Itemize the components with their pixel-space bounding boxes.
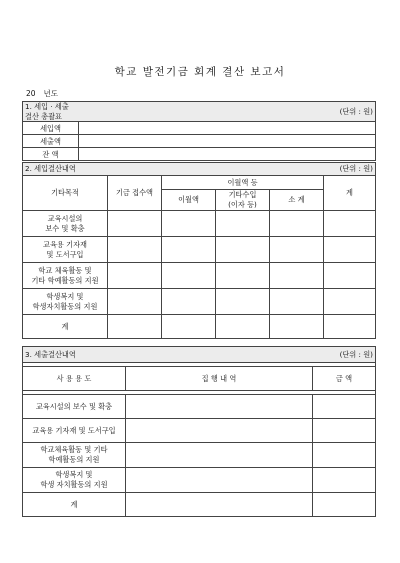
cell[interactable] (108, 211, 162, 237)
year-label: 년도 (43, 89, 59, 98)
section1-header (23, 102, 376, 122)
cell[interactable] (108, 237, 162, 263)
summary-label: 세입액 (23, 122, 79, 135)
cell[interactable] (270, 289, 324, 315)
cell[interactable] (270, 211, 324, 237)
cell[interactable] (126, 443, 313, 468)
expense-row (23, 443, 376, 468)
cell[interactable] (108, 289, 162, 315)
cell[interactable] (126, 493, 313, 517)
col-carryover-group: 이월액 등 (162, 176, 324, 190)
cell[interactable] (162, 237, 216, 263)
summary-value-cell[interactable] (79, 122, 376, 135)
income-row (23, 211, 376, 237)
summary-label: 잔 액 (23, 148, 79, 161)
cell[interactable] (324, 263, 376, 289)
cell[interactable] (313, 419, 376, 443)
income-col-header-row (23, 176, 376, 190)
cell[interactable] (126, 468, 313, 493)
cell[interactable] (162, 263, 216, 289)
section1-caption: 1. 세입 · 세출 결산 총괄표 (23, 102, 79, 122)
document-title: 학교 발전기금 회계 결산 보고서 (114, 66, 286, 78)
col-other-income: 기타수입 (이자 등) (216, 190, 270, 211)
cell[interactable] (324, 211, 376, 237)
summary-value-cell[interactable] (79, 135, 376, 148)
cell[interactable] (126, 419, 313, 443)
cell[interactable] (270, 315, 324, 339)
cell[interactable] (162, 211, 216, 237)
cell[interactable] (216, 263, 270, 289)
summary-row-income (23, 122, 376, 135)
expense-total-row (23, 493, 376, 517)
cell[interactable] (216, 237, 270, 263)
cell[interactable] (108, 315, 162, 339)
cell[interactable] (324, 237, 376, 263)
summary-row-balance (23, 148, 376, 161)
expense-row-label: 교육시설의 보수 및 확충 (23, 395, 126, 419)
cell[interactable] (126, 395, 313, 419)
cell[interactable] (313, 443, 376, 468)
col-use: 사 용 용 도 (23, 367, 126, 391)
expense-row-label: 교육용 기자재 및 도서구입 (23, 419, 126, 443)
summary-row-expense (23, 135, 376, 148)
income-total-row (23, 315, 376, 339)
cell[interactable] (313, 468, 376, 493)
cell[interactable] (270, 237, 324, 263)
income-row-label: 학생복지 및 학생자치활동의 지원 (23, 289, 108, 315)
income-total-label: 계 (23, 315, 108, 339)
col-purpose: 기타목적 (23, 176, 108, 211)
cell[interactable] (216, 315, 270, 339)
col-subtotal: 소 계 (270, 190, 324, 211)
year-number: 20 (26, 89, 36, 98)
col-received: 기금 접수액 (108, 176, 162, 211)
col-total: 계 (324, 176, 376, 211)
expense-table (22, 346, 376, 517)
income-table (22, 162, 376, 339)
section2-unit: (단위 : 원) (324, 163, 376, 176)
section1-unit: (단위 : 원) (79, 102, 376, 122)
col-detail: 집 행 내 역 (126, 367, 313, 391)
summary-label: 세출액 (23, 135, 79, 148)
income-row-label: 교육시설의 보수 및 확충 (23, 211, 108, 237)
year-line (26, 88, 58, 99)
income-row (23, 237, 376, 263)
section2-header (23, 163, 376, 176)
cell[interactable] (324, 315, 376, 339)
income-row (23, 289, 376, 315)
expense-col-header-row (23, 367, 376, 391)
income-row-label: 학교 체육활동 및 기타 학예활동의 지원 (23, 263, 108, 289)
cell[interactable] (324, 289, 376, 315)
cell[interactable] (162, 289, 216, 315)
expense-total-label: 계 (23, 493, 126, 517)
cell[interactable] (313, 395, 376, 419)
expense-row (23, 419, 376, 443)
section3-header (23, 347, 376, 363)
expense-row-label: 학교체육활동 및 기타 학예활동의 지원 (23, 443, 126, 468)
cell[interactable] (270, 263, 324, 289)
summary-table (22, 101, 376, 161)
cell[interactable] (162, 315, 216, 339)
income-row (23, 263, 376, 289)
cell[interactable] (216, 211, 270, 237)
section3-caption: 3. 세출결산내역 (23, 347, 313, 363)
expense-row-label: 학생복지 및 학생 자치활동의 지원 (23, 468, 126, 493)
section3-unit: (단위 : 원) (313, 347, 376, 363)
section2-caption: 2. 세입결산내역 (23, 163, 324, 176)
expense-row (23, 468, 376, 493)
expense-row (23, 395, 376, 419)
cell[interactable] (216, 289, 270, 315)
col-amount: 금 액 (313, 367, 376, 391)
col-carryover: 이월액 (162, 190, 216, 211)
cell[interactable] (313, 493, 376, 517)
cell[interactable] (108, 263, 162, 289)
income-row-label: 교육용 기자재 및 도서구입 (23, 237, 108, 263)
summary-value-cell[interactable] (79, 148, 376, 161)
